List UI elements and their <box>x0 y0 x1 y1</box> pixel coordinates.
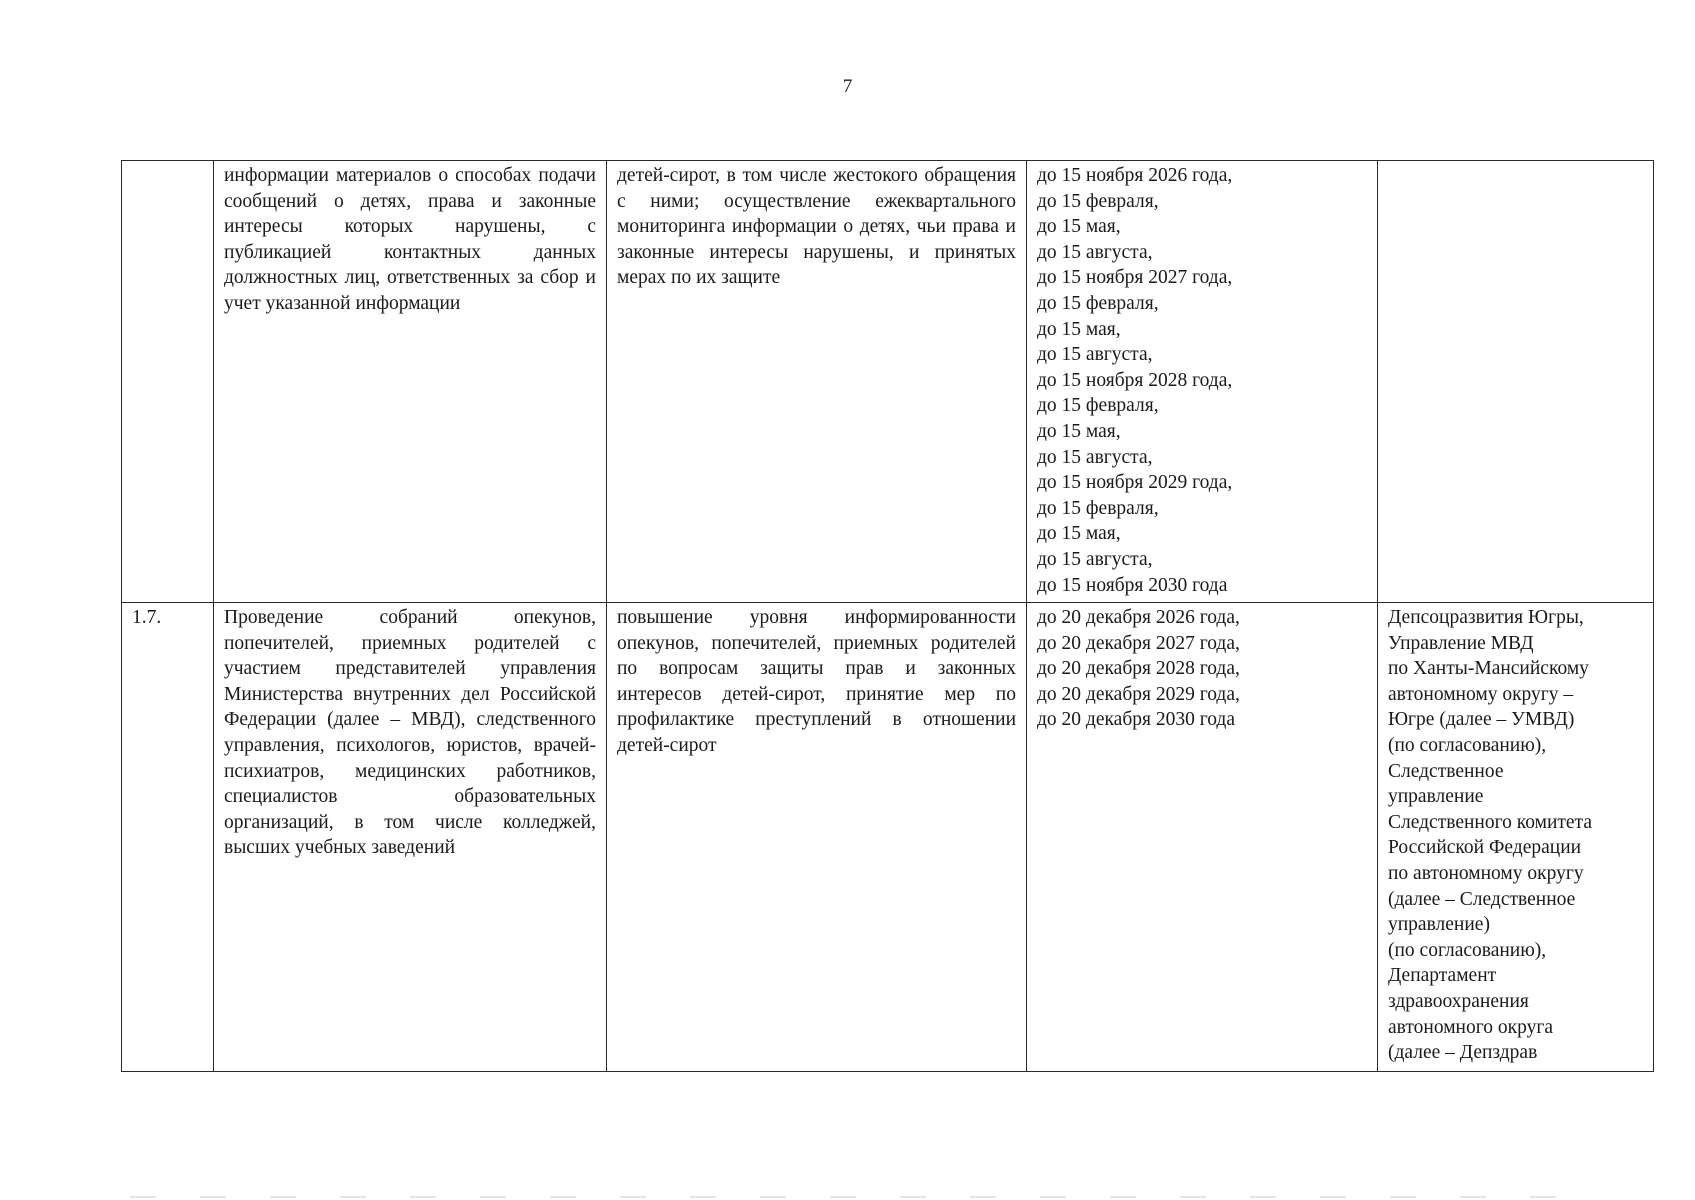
responsible-line: управление) <box>1388 914 1490 936</box>
result-cell: детей-сирот, в том числе жестокого обращения с ними; осуществление ежеквартального мониторинга информации о детях, чьи права и законные интересы нарушены, и принятых мерах по их защите <box>607 161 1027 603</box>
deadline-line: до 15 ноября 2027 года, <box>1037 267 1233 289</box>
deadline-line: до 15 августа, <box>1037 446 1153 468</box>
row-number-cell: 1.7. <box>122 603 214 1072</box>
row-number-cell <box>122 161 214 603</box>
responsible-line: автономного округа <box>1388 1016 1553 1038</box>
responsible-cell <box>1378 161 1654 603</box>
responsible-line: (по согласованию), <box>1388 735 1547 757</box>
deadline-line: до 15 февраля, <box>1037 395 1159 417</box>
result-cell: повышение уровня информированности опекунов, попечителей, приемных родителей по вопросам защиты прав и законных интересов детей-сирот, принятие мер по профилактике преступлений в отношении детей-сирот <box>607 603 1027 1072</box>
table-row-1-7 <box>122 603 1654 1072</box>
table-row-continuation <box>122 161 1654 603</box>
responsible-line: по автономному округу <box>1388 863 1584 885</box>
responsible-line: (далее – Следственное <box>1388 888 1576 910</box>
responsible-line: Следственного комитета <box>1388 811 1592 833</box>
deadline-line: до 20 декабря 2026 года, <box>1037 607 1240 629</box>
deadline-line: до 20 декабря 2027 года, <box>1037 632 1240 654</box>
deadline-line: до 15 февраля, <box>1037 292 1159 314</box>
responsible-line: (далее – Депздрав <box>1388 1042 1538 1064</box>
page-number: 7 <box>842 76 853 97</box>
responsible-line: Следственное <box>1388 760 1504 782</box>
deadline-line: до 20 декабря 2030 года <box>1037 709 1235 731</box>
deadline-line: до 15 августа, <box>1037 344 1153 366</box>
deadline-line: до 15 февраля, <box>1037 497 1159 519</box>
deadline-line: до 15 февраля, <box>1037 190 1159 212</box>
measures-table <box>121 160 1654 1072</box>
responsible-line: здравоохранения <box>1388 991 1529 1012</box>
responsible-line: автономному округу – <box>1388 683 1574 705</box>
deadline-line: до 15 мая, <box>1037 216 1121 238</box>
responsible-line: (по согласованию), <box>1388 939 1547 961</box>
event-cell: информации материалов о способах подачи сообщений о детях, права и законные интересы которых нарушены, с публикацией контактных данных должностных лиц, ответственных за сбор и учет указанной информации <box>214 161 607 603</box>
deadline-line: до 15 ноября 2030 года <box>1037 574 1228 596</box>
responsible-line: Департамент <box>1388 965 1497 987</box>
deadline-line: до 15 мая, <box>1037 318 1121 340</box>
deadline-line: до 15 ноября 2026 года, <box>1037 165 1233 186</box>
responsible-cell <box>1378 603 1654 1072</box>
deadline-line: до 15 ноября 2028 года, <box>1037 369 1233 391</box>
responsible-line: Югре (далее – УМВД) <box>1388 709 1575 731</box>
responsible-line: Российской Федерации <box>1388 837 1582 859</box>
deadline-cell <box>1027 161 1378 603</box>
deadline-cell <box>1027 603 1378 1072</box>
deadline-line: до 20 декабря 2029 года, <box>1037 683 1240 705</box>
deadline-line: до 15 августа, <box>1037 241 1153 263</box>
responsible-line: Управление МВД <box>1388 632 1534 654</box>
deadline-line: до 20 декабря 2028 года, <box>1037 658 1240 680</box>
deadline-line: до 15 августа, <box>1037 548 1153 570</box>
event-cell: Проведение собраний опекунов, попечителей, приемных родителей с участием представителей управления Министерства внутренних дел Российской Федерации (далее – МВД), следственного управления, психологов, юристов, врачей-психиатров, медицинских работников, специалистов образовательных организаций, в том числе колледжей, высших учебных заведений <box>214 603 607 1072</box>
responsible-line: по Ханты-Мансийскому <box>1388 658 1589 680</box>
scan-artifact-divider <box>130 1196 1570 1198</box>
deadline-line: до 15 мая, <box>1037 420 1121 442</box>
deadline-line: до 15 ноября 2029 года, <box>1037 472 1233 494</box>
responsible-line: Депсоцразвития Югры, <box>1388 607 1584 629</box>
deadline-line: до 15 мая, <box>1037 523 1121 545</box>
responsible-line: управление <box>1388 786 1484 808</box>
